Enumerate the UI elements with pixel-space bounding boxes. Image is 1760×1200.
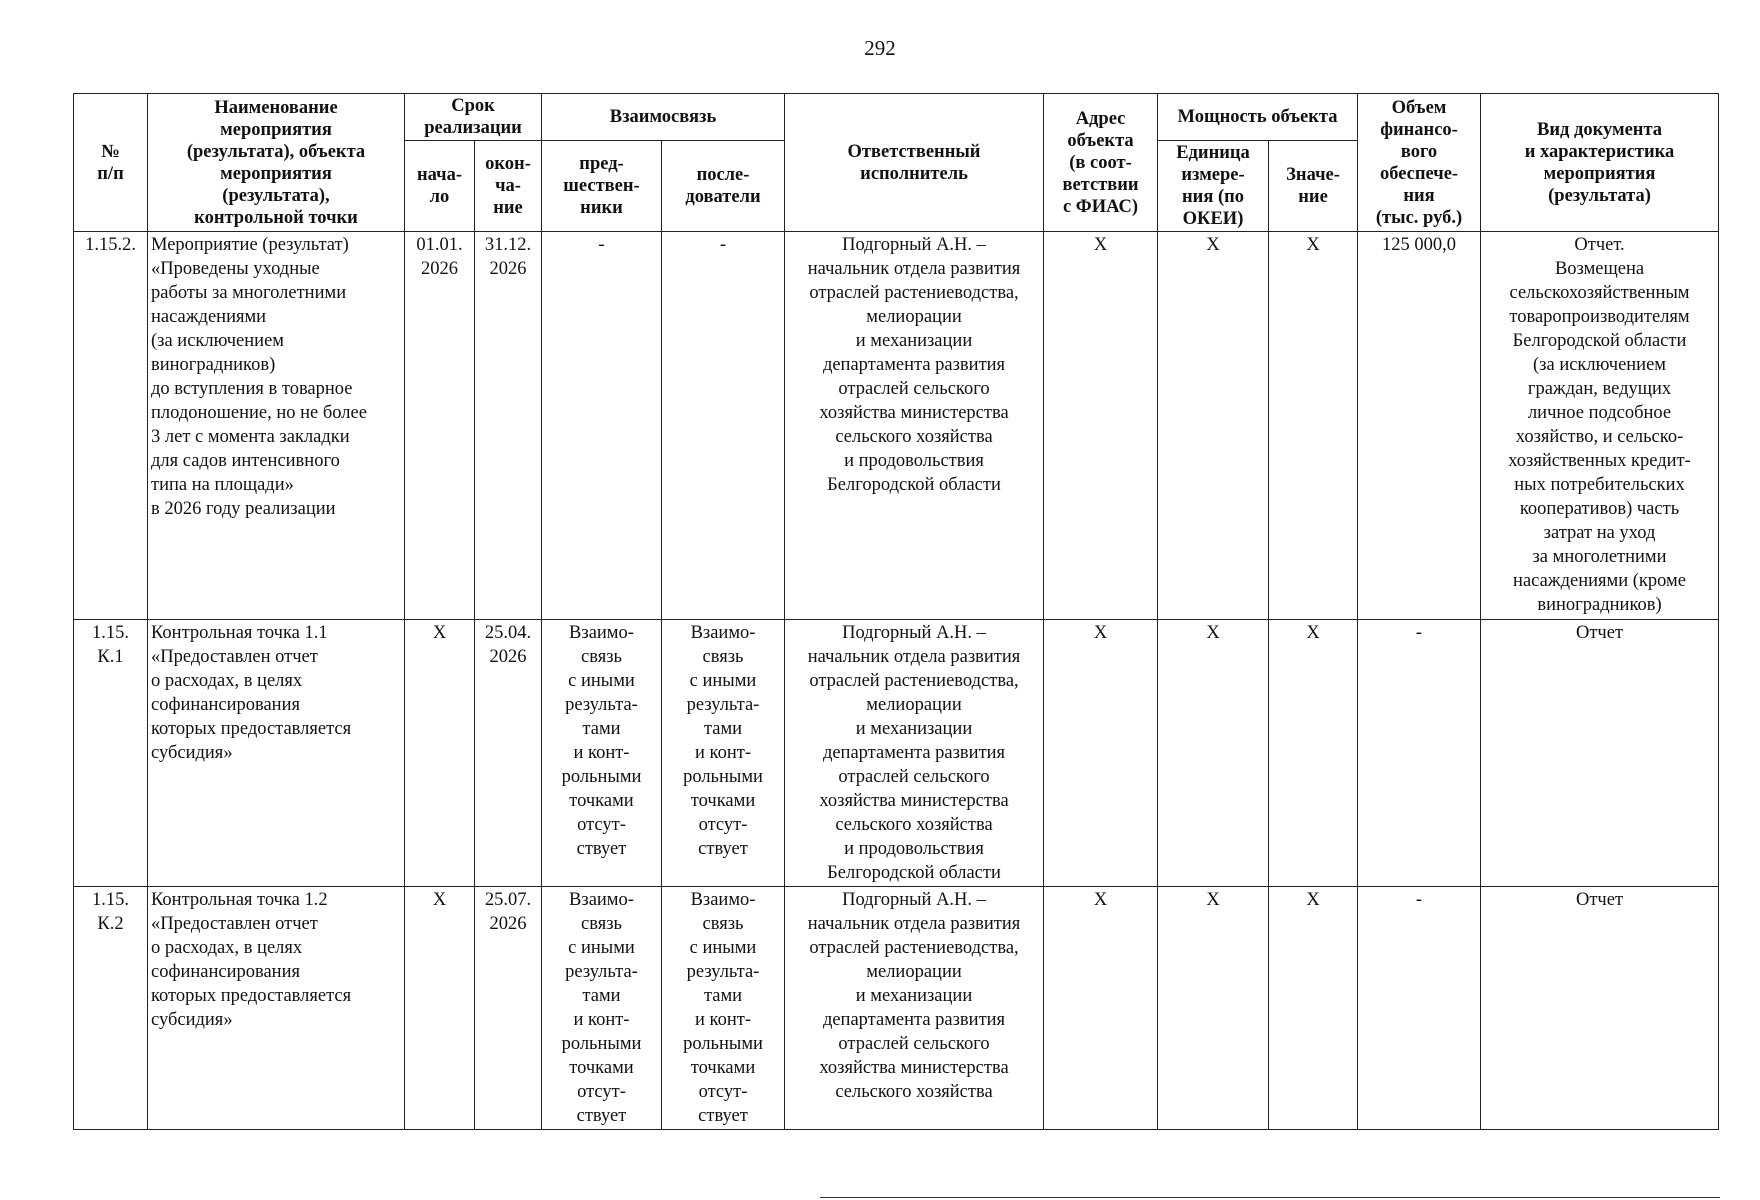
table-body — [74, 232, 1719, 1130]
cell-start: Х — [405, 887, 475, 1130]
cell-end: 31.12. 2026 — [475, 232, 542, 620]
cell-name: Контрольная точка 1.1 «Предоставлен отчет о расходах, в целях софинансирования которых предоставляется субсидия» — [148, 620, 405, 887]
cell-end: 25.07. 2026 — [475, 887, 542, 1130]
cell-name: Мероприятие (результат) «Проведены уходные работы за многолетними насаждениями (за исключением виноградников) до вступления в товарное плодоношение, но не более 3 лет с момента закладки для садов интенсивного типа на площади» в 2026 году реализации — [148, 232, 405, 620]
cell-responsible: Подгорный А.Н. – начальник отдела развития отраслей растениеводства, мелиорации и механизации департамента развития отраслей сельского хозяйства министерства сельского хозяйства — [785, 887, 1044, 1130]
cell-next: Взаимо- связь с иными результа- тами и конт- рольными точками отсут- ствует — [662, 887, 785, 1130]
header-finance: Объем финансо- вого обеспече- ния (тыс. руб.) — [1358, 94, 1481, 232]
header-link: Взаимосвязь — [542, 94, 785, 141]
cell-prev: Взаимо- связь с иными результа- тами и конт- рольными точками отсут- ствует — [542, 620, 662, 887]
cell-start: 01.01. 2026 — [405, 232, 475, 620]
cell-num: 1.15. К.2 — [74, 887, 148, 1130]
table-row — [74, 887, 1719, 1130]
cell-doc: Отчет — [1481, 620, 1719, 887]
cell-doc: Отчет — [1481, 887, 1719, 1130]
header-term-end: окон- ча- ние — [475, 141, 542, 232]
cell-value: Х — [1269, 887, 1358, 1130]
cell-responsible: Подгорный А.Н. – начальник отдела развития отраслей растениеводства, мелиорации и механизации департамента развития отраслей сельского хозяйства министерства сельского хозяйства и продовольствия Белгородской области — [785, 620, 1044, 887]
cell-address: Х — [1044, 620, 1158, 887]
header-row-1 — [74, 94, 1719, 141]
header-address: Адрес объекта (в соот- ветствии с ФИАС) — [1044, 94, 1158, 232]
cell-value: Х — [1269, 620, 1358, 887]
table-row — [74, 620, 1719, 887]
cell-finance: - — [1358, 620, 1481, 887]
header-doc: Вид документа и характеристика мероприятия (результата) — [1481, 94, 1719, 232]
header-num: № п/п — [74, 94, 148, 232]
cell-name: Контрольная точка 1.2 «Предоставлен отчет о расходах, в целях софинансирования которых предоставляется субсидия» — [148, 887, 405, 1130]
cell-address: Х — [1044, 887, 1158, 1130]
header-link-next: после- дователи — [662, 141, 785, 232]
header-responsible: Ответственный исполнитель — [785, 94, 1044, 232]
cell-next: Взаимо- связь с иными результа- тами и конт- рольными точками отсут- ствует — [662, 620, 785, 887]
table-header — [74, 94, 1719, 232]
activities-table — [73, 93, 1719, 1130]
footer-rule — [820, 1197, 1720, 1198]
header-link-prev: пред- шествен- ники — [542, 141, 662, 232]
cell-unit: Х — [1158, 887, 1269, 1130]
cell-doc: Отчет. Возмещена сельскохозяйственным товаропроизводителям Белгородской области (за исключением граждан, ведущих личное подсобное хозяйство, и сельско- хозяйственных кредит- ных потребительских кооперативов) часть затрат на уход за многолетними насаждениями (кроме виноградников) — [1481, 232, 1719, 620]
cell-unit: Х — [1158, 232, 1269, 620]
cell-prev: Взаимо- связь с иными результа- тами и конт- рольными точками отсут- ствует — [542, 887, 662, 1130]
cell-next: - — [662, 232, 785, 620]
header-term: Срок реализации — [405, 94, 542, 141]
cell-finance: - — [1358, 887, 1481, 1130]
cell-responsible: Подгорный А.Н. – начальник отдела развития отраслей растениеводства, мелиорации и механизации департамента развития отраслей сельского хозяйства министерства сельского хозяйства и продовольствия Белгородской области — [785, 232, 1044, 620]
header-name: Наименование мероприятия (результата), объекта мероприятия (результата), контрольной точки — [148, 94, 405, 232]
header-capacity: Мощность объекта — [1158, 94, 1358, 141]
cell-start: Х — [405, 620, 475, 887]
cell-unit: Х — [1158, 620, 1269, 887]
cell-num: 1.15.2. — [74, 232, 148, 620]
header-capacity-value: Значе- ние — [1269, 141, 1358, 232]
cell-value: Х — [1269, 232, 1358, 620]
cell-num: 1.15. К.1 — [74, 620, 148, 887]
cell-finance: 125 000,0 — [1358, 232, 1481, 620]
cell-end: 25.04. 2026 — [475, 620, 542, 887]
page-number: 292 — [864, 36, 896, 60]
cell-address: Х — [1044, 232, 1158, 620]
table-row — [74, 232, 1719, 620]
cell-prev: - — [542, 232, 662, 620]
header-term-start: нача- ло — [405, 141, 475, 232]
header-capacity-unit: Единица измере- ния (по ОКЕИ) — [1158, 141, 1269, 232]
